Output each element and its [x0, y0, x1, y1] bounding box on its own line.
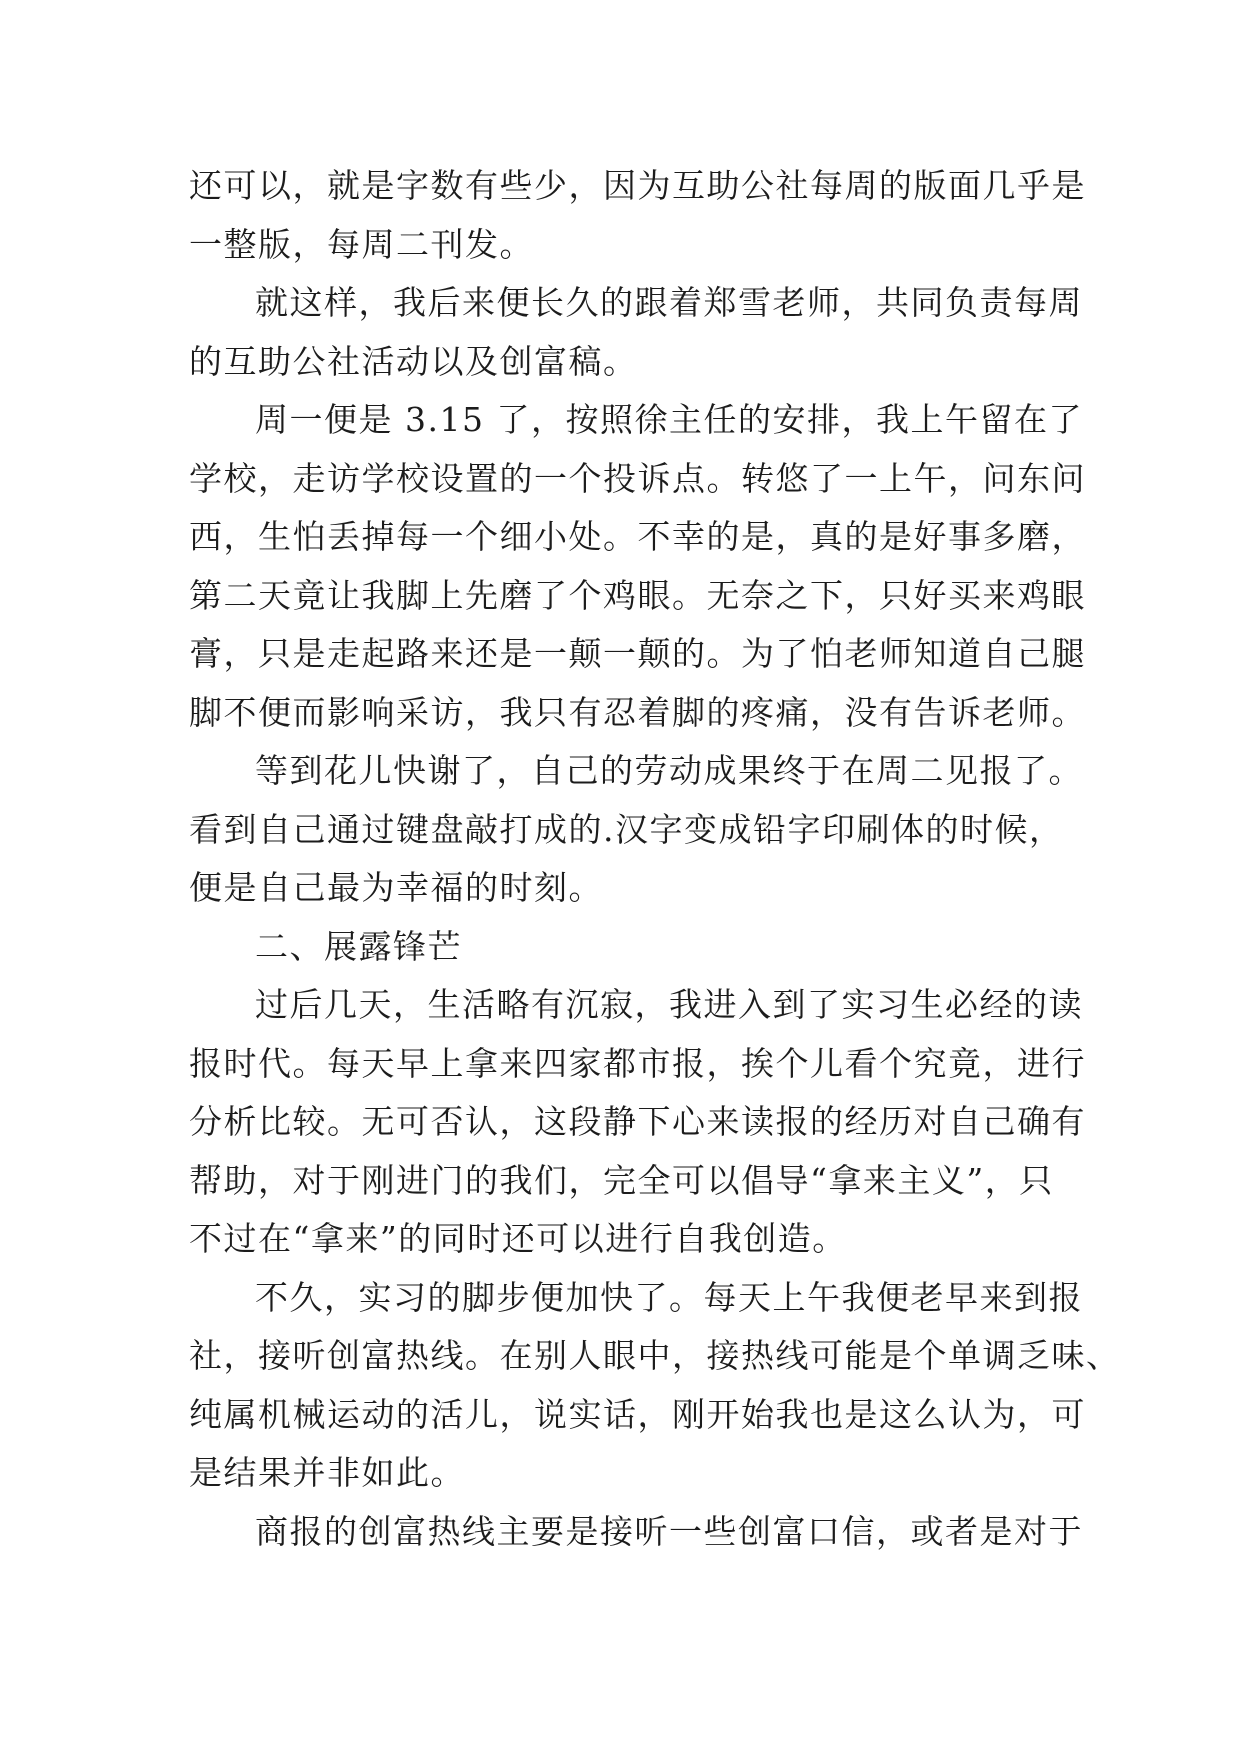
paragraph-start-line: 就这样，我后来便长久的跟着郑雪老师，共同负责每周	[255, 283, 1083, 322]
text-line: 西，生怕丢掉每一个细小处。不幸的是，真的是好事多磨，	[189, 517, 1086, 556]
text-line: 社，接听创富热线。在别人眼中，接热线可能是个单调乏味、	[189, 1336, 1121, 1375]
text-line: 纯属机械运动的活儿，说实话，刚开始我也是这么认为，可	[189, 1394, 1086, 1434]
paragraph-start-line: 等到花儿快谢了，自己的劳动成果终于在周二见报了。	[255, 751, 1083, 790]
section-heading: 二、展露锋芒	[255, 926, 462, 966]
text-line: 膏，只是走起路来还是一颠一颠的。为了怕老师知道自己腿	[189, 634, 1086, 673]
paragraph-start-line: 商报的创富热线主要是接听一些创富口信，或者是对于	[255, 1511, 1083, 1551]
text-line: 报时代。每天早上拿来四家都市报，挨个儿看个究竟，进行	[189, 1043, 1086, 1083]
text-line: 学校，走访学校设置的一个投诉点。转悠了一上午，问东问	[189, 458, 1086, 498]
text-line: 第二天竟让我脚上先磨了个鸡眼。无奈之下，只好买来鸡眼	[189, 575, 1086, 615]
text-line: 是结果并非如此。	[189, 1453, 465, 1492]
text-line: 看到自己通过键盘敲打成的.汉字变成铅字印刷体的时候，	[189, 809, 1064, 849]
text-line: 的互助公社活动以及创富稿。	[189, 341, 638, 381]
text-line: 分析比较。无可否认，这段静下心来读报的经历对自己确有	[189, 1102, 1086, 1141]
body-text	[189, 157, 1121, 1561]
text-line: 不过在“拿来”的同时还可以进行自我创造。	[189, 1219, 847, 1258]
text-line: 一整版，每周二刊发。	[189, 224, 534, 264]
paragraph-start-line: 周一便是 3.15 了，按照徐主任的安排，我上午留在了	[255, 400, 1083, 439]
paragraph-start-line: 不久，实习的脚步便加快了。每天上午我便老早来到报	[255, 1277, 1083, 1317]
text-line: 帮助，对于刚进门的我们，完全可以倡导“拿来主义”，只	[189, 1160, 1054, 1200]
paragraph-start-line: 过后几天，生活略有沉寂，我进入到了实习生必经的读	[255, 985, 1083, 1024]
text-line: 脚不便而影响采访，我只有忍着脚的疼痛，没有告诉老师。	[189, 692, 1086, 732]
text-line: 还可以，就是字数有些少，因为互助公社每周的版面几乎是	[189, 166, 1086, 205]
text-line: 便是自己最为幸福的时刻。	[189, 868, 603, 907]
